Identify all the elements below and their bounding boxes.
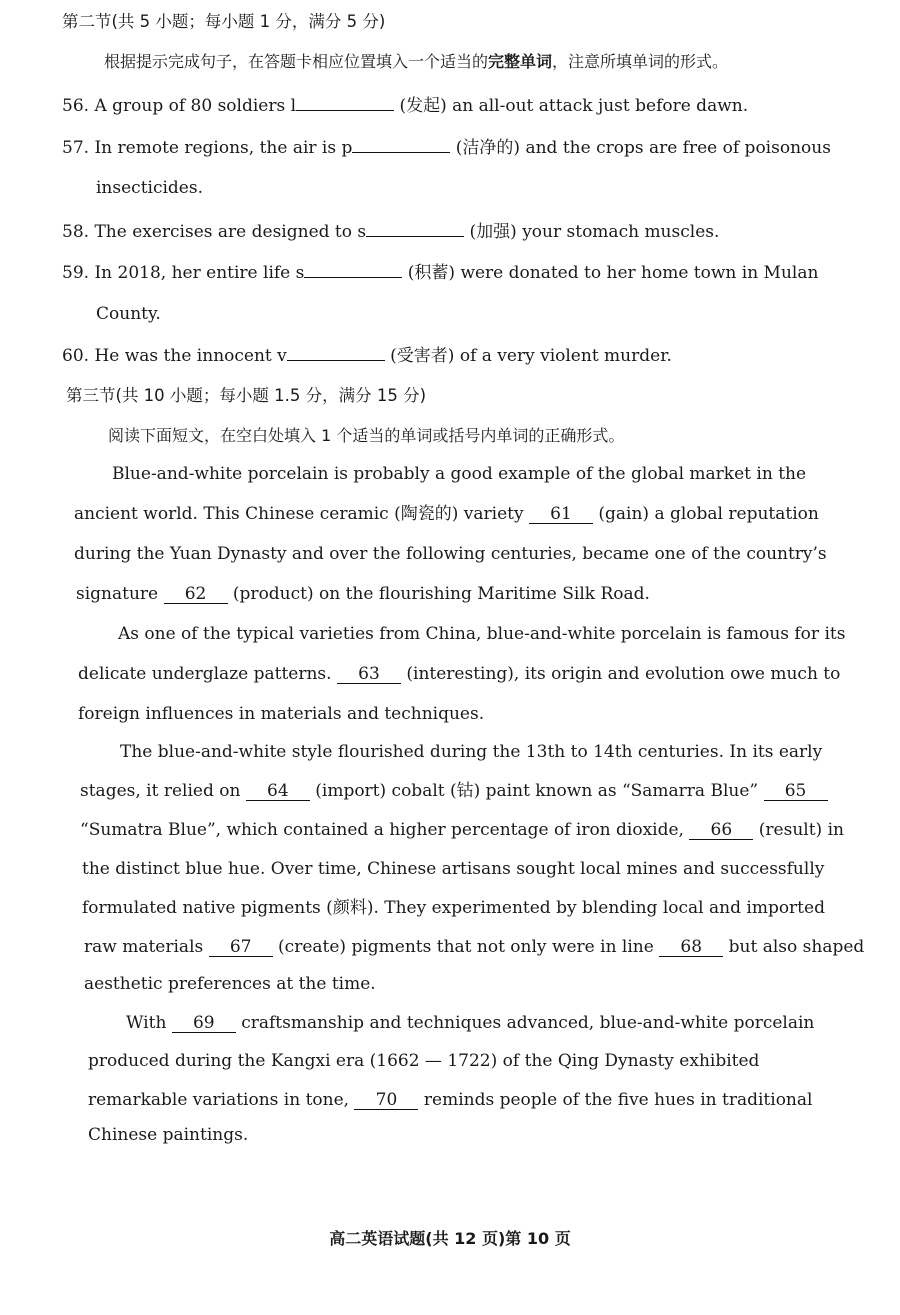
question-text: were donated to her home town in Mulan bbox=[460, 263, 819, 283]
passage-text: signature bbox=[76, 584, 159, 604]
answer-blank[interactable] bbox=[304, 259, 402, 278]
passage-text: With bbox=[126, 1013, 167, 1033]
instruction-text-a: 根据提示完成句子，在答题卡相应位置填入一个适当的 bbox=[104, 52, 489, 71]
question-text: of a very violent murder. bbox=[459, 346, 672, 366]
question-text: A group of 80 soldiers l bbox=[94, 96, 297, 116]
passage-line bbox=[76, 582, 650, 606]
chinese-hint: (发起) bbox=[399, 96, 447, 116]
passage-line bbox=[84, 935, 864, 959]
blank-61[interactable]: 61 bbox=[529, 505, 593, 524]
answer-blank[interactable] bbox=[296, 92, 394, 111]
passage-text: (import) cobalt (钴) paint known as “Samarra Blue” bbox=[315, 781, 759, 801]
question-text: He was the innocent v bbox=[94, 346, 287, 366]
blank-64[interactable]: 64 bbox=[246, 782, 310, 801]
question-59-continuation: County. bbox=[96, 304, 161, 324]
answer-blank[interactable] bbox=[366, 218, 464, 237]
question-60 bbox=[62, 342, 672, 368]
question-number: 58. bbox=[62, 222, 90, 242]
instruction-text-b: ，注意所填单词的形式。 bbox=[552, 52, 729, 71]
passage-text: remarkable variations in tone, bbox=[88, 1090, 350, 1110]
answer-blank[interactable] bbox=[352, 134, 450, 153]
passage-line: during the Yuan Dynasty and over the following centuries, became one of the country’s bbox=[74, 544, 827, 564]
passage-text: (result) in bbox=[758, 820, 844, 840]
passage-text: stages, it relied on bbox=[80, 781, 241, 801]
passage-text: “Sumatra Blue”, which contained a higher percentage of iron dioxide, bbox=[80, 820, 684, 840]
blank-70[interactable]: 70 bbox=[354, 1091, 418, 1110]
question-57-continuation: insecticides. bbox=[96, 178, 203, 198]
passage-line: produced during the Kangxi era (1662 — 1722) of the Qing Dynasty exhibited bbox=[88, 1051, 760, 1071]
passage-line bbox=[78, 662, 840, 686]
blank-69[interactable]: 69 bbox=[172, 1014, 236, 1033]
instruction-bold-text: 完整单词 bbox=[488, 52, 553, 71]
question-number: 56. bbox=[62, 96, 90, 116]
question-58 bbox=[62, 218, 719, 244]
passage-line bbox=[74, 502, 819, 526]
passage-line bbox=[88, 1088, 812, 1112]
blank-66[interactable]: 66 bbox=[689, 821, 753, 840]
blank-65[interactable]: 65 bbox=[764, 782, 828, 801]
passage-text: (gain) a global reputation bbox=[598, 504, 819, 524]
passage-line: aesthetic preferences at the time. bbox=[84, 974, 376, 994]
passage-line: The blue-and-white style flourished during the 13th to 14th centuries. In its early bbox=[120, 742, 823, 762]
question-text: In 2018, her entire life s bbox=[94, 263, 305, 283]
question-text: The exercises are designed to s bbox=[94, 222, 367, 242]
passage-text: raw materials bbox=[84, 937, 204, 957]
passage-text: reminds people of the five hues in traditional bbox=[423, 1090, 813, 1110]
passage-text: but also shaped bbox=[728, 937, 865, 957]
section2-instruction bbox=[104, 50, 728, 74]
passage-line: the distinct blue hue. Over time, Chinese artisans sought local mines and successfully bbox=[82, 859, 825, 879]
question-57 bbox=[62, 134, 831, 160]
question-number: 59. bbox=[62, 263, 90, 283]
blank-67[interactable]: 67 bbox=[209, 938, 273, 957]
question-text: and the crops are free of poisonous bbox=[525, 138, 831, 158]
section3-instruction: 阅读下面短文，在空白处填入 1 个适当的单词或括号内单词的正确形式。 bbox=[108, 426, 625, 445]
blank-63[interactable]: 63 bbox=[337, 665, 401, 684]
answer-blank[interactable] bbox=[287, 342, 385, 361]
passage-line: As one of the typical varieties from China, blue-and-white porcelain is famous for its bbox=[118, 624, 846, 644]
question-text: an all-out attack just before dawn. bbox=[452, 96, 749, 116]
blank-68[interactable]: 68 bbox=[659, 938, 723, 957]
question-59 bbox=[62, 259, 818, 285]
passage-text: (create) pigments that not only were in line bbox=[278, 937, 654, 957]
chinese-hint: (积蓄) bbox=[407, 263, 456, 283]
passage-line: Chinese paintings. bbox=[88, 1125, 249, 1145]
chinese-hint: (加强) bbox=[469, 222, 517, 242]
passage-line bbox=[80, 818, 844, 842]
question-56 bbox=[62, 92, 748, 118]
passage-text: (interesting), its origin and evolution owe much to bbox=[406, 664, 841, 684]
chinese-hint: (受害者) bbox=[390, 346, 455, 366]
passage-line: Blue-and-white porcelain is probably a good example of the global market in the bbox=[112, 464, 807, 484]
passage-line: foreign influences in materials and techniques. bbox=[78, 704, 485, 724]
passage-text: (product) on the flourishing Maritime Silk Road. bbox=[232, 584, 650, 604]
passage-text: delicate underglaze patterns. bbox=[78, 664, 332, 684]
question-number: 60. bbox=[62, 346, 90, 366]
passage-text: ancient world. This Chinese ceramic (陶瓷的) variety bbox=[74, 504, 524, 524]
question-number: 57. bbox=[62, 138, 90, 158]
section3-title: 第三节(共 10 小题；每小题 1.5 分，满分 15 分) bbox=[66, 386, 427, 405]
passage-line: formulated native pigments (颜料). They experimented by blending local and imported bbox=[82, 898, 825, 918]
section2-title: 第二节(共 5 小题；每小题 1 分，满分 5 分) bbox=[62, 12, 386, 31]
question-text: In remote regions, the air is p bbox=[94, 138, 353, 158]
passage-text: craftsmanship and techniques advanced, blue-and-white porcelain bbox=[241, 1013, 815, 1033]
passage-line bbox=[126, 1011, 814, 1035]
passage-line bbox=[80, 779, 828, 803]
blank-62[interactable]: 62 bbox=[164, 585, 228, 604]
question-text: your stomach muscles. bbox=[522, 222, 720, 242]
page-footer: 高二英语试题(共 12 页)第 10 页 bbox=[329, 1229, 571, 1248]
chinese-hint: (洁净的) bbox=[455, 138, 521, 158]
